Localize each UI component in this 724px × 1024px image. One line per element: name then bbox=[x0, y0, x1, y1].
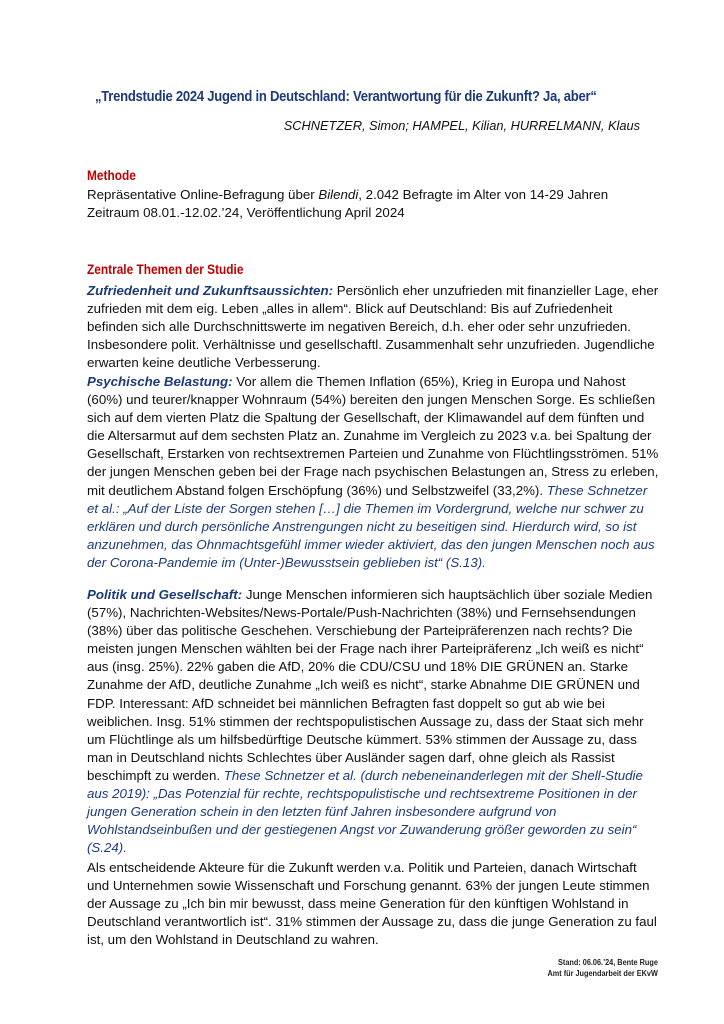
methode-line-1-pre: Repräsentative Online-Befragung über bbox=[87, 187, 319, 202]
methode-line-2: Zeitraum 08.01.-12.02.’24, Veröffentlichung April 2024 bbox=[87, 205, 405, 220]
methode-line-1 bbox=[87, 186, 608, 204]
section-quote: These Schnetzer et al.: „Auf der Liste der Sorgen stehen […] die Themen im Vordergrund, welche nur schwer zu erklären und durch persönliche Anstrengungen nicht zu beseitigen sind. Hierdurch wird, so ist anzunehmen, das Ohnmachtsgefühl immer wieder aktiviert, das den jungen Menschen noch aus der Corona-Pandemie im (Unter-)Bewusstsein geblieben ist“ (S.13). bbox=[87, 482, 655, 570]
footer-date-author: Stand: 06.06.’24, Bente Ruge bbox=[558, 957, 658, 967]
footer-organization: Amt für Jugendarbeit der EKvW bbox=[547, 968, 658, 978]
document-title: „Trendstudie 2024 Jugend in Deutschland: Verantwortung für die Zukunft? Ja, aber“ bbox=[95, 88, 597, 105]
section-text: Als entscheidende Akteure für die Zukunft werden v.a. Politik und Parteien, danach Wirtschaft und Unternehmen sowie Wissenschaft und Forschung genannt. 63% der jungen Leute stimmen der Aussage zu „Ich bin mir bewusst, dass meine Generation für den künftigen Wohlstand in Deutschland verantwortlich ist“. 31% stimmen der Aussage zu, dass die junge Generation zu faul ist, um den Wohlstand in Deutschland zu wahren. bbox=[87, 860, 657, 948]
methode-text bbox=[87, 186, 608, 222]
methode-line-1-post: , 2.042 Befragte im Alter von 14-29 Jahren bbox=[358, 187, 609, 202]
section-lead: Zufriedenheit und Zukunftsaussichten: bbox=[87, 283, 333, 298]
themen-heading: Zentrale Themen der Studie bbox=[87, 262, 244, 277]
authors: SCHNETZER, Simon; HAMPEL, Kilian, HURRELMANN, Klaus bbox=[283, 118, 640, 133]
section-politik-gesellschaft bbox=[87, 586, 662, 857]
section-akteure bbox=[87, 859, 662, 949]
section-lead: Psychische Belastung: bbox=[87, 374, 233, 389]
section-psychische-belastung bbox=[87, 373, 662, 572]
methode-provider: Bilendi bbox=[318, 187, 359, 202]
section-text: Vor allem die Themen Inflation (65%), Krieg in Europa und Nahost (60%) und teurer/knapper Wohnraum (54%) bereiten den jungen Menschen Sorge. Es schließen sich auf dem vierten Platz die Spaltung der Gesellschaft, der Klimawandel auf dem fünften und die Altersarmut auf dem sechsten Platz an. Zunahme im Vergleich zu 2023 v.a. bei Spaltung der Gesellschaft, Erstarken von rechtsextremen Parteien und Zunahme von Flüchtlingsströmen. 51% der jungen Menschen geben bei der Frage nach psychischen Belastungen an, Stress zu erleben, mit deutlichem Abstand folgen Erschöpfung (36%) und Selbstzweifel (33,2%). bbox=[87, 374, 659, 498]
section-zufriedenheit bbox=[87, 282, 662, 372]
section-text: Persönlich eher unzufrieden mit finanzieller Lage, eher zufrieden mit dem eig. Leben „alles in allem“. Blick auf Deutschland: Bis auf Zufriedenheit befinden sich alle Durchschnittswerte im negativen Bereich, d.h. eher oder sehr unzufrieden. Insbesondere polit. Verhältnisse und gesellschaftl. Zusammenhalt sehr unzufrieden. Jugendliche erwarten keine deutliche Verbesserung. bbox=[87, 283, 659, 371]
footer bbox=[548, 957, 658, 979]
section-quote: These Schnetzer et al. (durch nebeneinanderlegen mit der Shell-Studie aus 2019): „Das Potenzial für rechte, rechtspopulistische und rechtsextreme Positionen in der jungen Generation schein in den letzten fünf Jahren insbesondere aufgrund von Wohlstandseinbußen und der gestiegenen Angst vor Zuwanderung größer geworden zu sein“ (S.24). bbox=[87, 767, 643, 856]
section-lead: Politik und Gesellschaft: bbox=[87, 587, 243, 602]
methode-heading: Methode bbox=[87, 168, 136, 183]
section-text: Junge Menschen informieren sich hauptsächlich über soziale Medien (57%), Nachrichten-Websites/News-Portale/Push-Nachrichten (38%) und Fernsehsendungen (38%) über das politische Geschehen. Verschiebung der Parteipräferenzen nach rechts? Die meisten jungen Menschen wählten bei der Frage nach ihrer Parteipräferenz „Ich weiß es nicht“ aus (insg. 25%). 22% gaben die AfD, 20% die CDU/CSU und 18% DIE GRÜNEN an. Starke Zunahme der AfD, deutliche Zunahme „Ich weiß es nicht“, starke Abnahme DIE GRÜNEN und FDP. Interessant: AfD schneidet bei männlichen Befragten fast doppelt so gut ab wie bei weiblichen. Insg. 51% stimmen der rechtspopulistischen Aussage zu, dass der Staat sich mehr um Flüchtlinge als um hilfsbedürftige Deutsche kümmert. 53% stimmen der Aussage zu, dass man in Deutschland nichts Schlechtes über Ausländer sagen darf, ohne gleich als Rassist beschimpft zu werden. bbox=[87, 587, 653, 783]
